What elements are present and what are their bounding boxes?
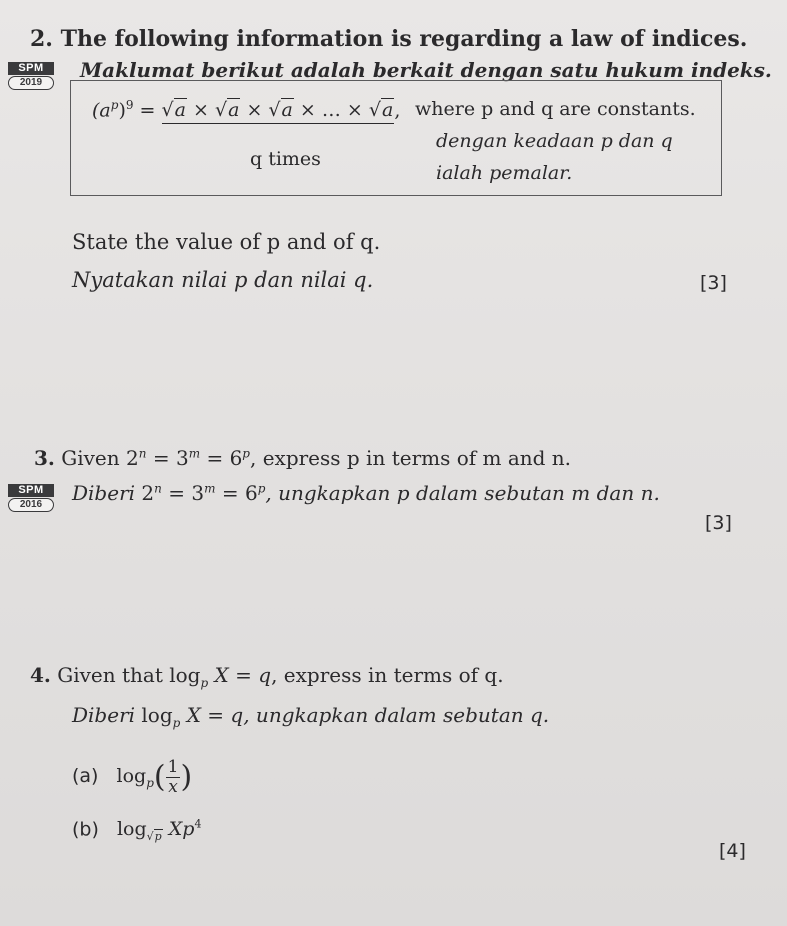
q4-log: log xyxy=(169,663,201,687)
q2-badge-year: 2019 xyxy=(8,76,54,90)
q2-task-my: Nyatakan nilai p dan nilai q. xyxy=(72,268,374,292)
q2-badge-label: SPM xyxy=(8,62,54,75)
ellipsis: … xyxy=(321,99,341,122)
q2-task-en: State the value of p and of q. xyxy=(72,230,381,254)
times-4: × xyxy=(346,99,363,122)
q3-spm-badge xyxy=(8,484,54,512)
q3-eq1: = xyxy=(152,446,170,470)
q2-number: 2. xyxy=(30,26,53,52)
q2-statement-my: Maklumat berikut adalah berkait dengan satu hukum indeks. xyxy=(80,58,772,82)
times-3: × xyxy=(299,99,316,122)
q4-b-sub-p: p xyxy=(154,830,162,844)
q4-my-eq-q: = q xyxy=(207,703,244,727)
q3-statement-en xyxy=(34,446,571,470)
q4-express-en: , express in terms of q. xyxy=(271,663,504,687)
q3-base3: 3 xyxy=(175,446,189,470)
q3-number: 3. xyxy=(34,446,55,470)
q3-my-base6: 6 xyxy=(244,481,258,505)
q4-b-expr: $\log_{√p} Xp^4$ xyxy=(116,818,202,844)
q4-my-sub-p: p xyxy=(172,716,181,730)
q4-a-label: (a) xyxy=(72,765,99,788)
q2-equation xyxy=(92,98,400,121)
q3-base2: 2 xyxy=(126,446,139,470)
eq-equals: = xyxy=(139,99,156,122)
times-1: × xyxy=(193,99,209,122)
q4-statement-my xyxy=(72,703,549,730)
q4-part-b xyxy=(72,818,201,843)
eq-close: ) xyxy=(118,99,126,122)
q3-my-eq2: = xyxy=(221,481,239,505)
q4-a-expr: $\log_p$( $\frac{1}{x}$ ) xyxy=(116,757,193,797)
q4-express-my: , ungkapkan dalam sebutan q. xyxy=(243,703,550,727)
eq-product: √a × √a × √a × … × √a xyxy=(162,99,395,124)
q3-exp-n: n xyxy=(138,446,147,461)
q3-badge-year: 2016 xyxy=(8,498,54,512)
q3-given-my: Diberi xyxy=(72,481,136,505)
q3-express-en: , express p in terms of m and n. xyxy=(249,446,572,470)
q4-a-den: x xyxy=(168,776,178,797)
q4-b-exp: 4 xyxy=(194,818,202,831)
q3-my-exp-m: m xyxy=(204,481,216,496)
q3-my-base3: 3 xyxy=(191,481,205,505)
q4-my-X: X xyxy=(186,703,201,727)
q4-a-sub-p: p xyxy=(146,775,154,790)
q3-exp-p: p xyxy=(242,446,250,461)
q4-statement-en xyxy=(30,663,504,690)
q3-badge-label: SPM xyxy=(8,484,54,497)
q4-a-fraction xyxy=(166,758,181,796)
q2-where-my-2: ialah pemalar. xyxy=(436,162,573,184)
q4-b-body: Xp xyxy=(168,818,195,841)
q4-my-log: log xyxy=(141,703,173,727)
q2-q-times-label: q times xyxy=(250,148,321,170)
q3-marks: [3] xyxy=(705,512,732,534)
q4-sub-p: p xyxy=(200,676,209,690)
eq-exp-9: 9 xyxy=(125,98,134,112)
q4-part-a xyxy=(72,758,192,796)
q4-number: 4. xyxy=(30,663,51,687)
q3-my-base2: 2 xyxy=(141,481,155,505)
q3-base6: 6 xyxy=(229,446,243,470)
q4-log-expr-my xyxy=(141,703,244,730)
q3-my-exp-n: n xyxy=(154,481,162,496)
q4-X: X xyxy=(214,663,229,687)
q2-where-en: where p and q are constants. xyxy=(415,98,696,120)
q3-equation-my xyxy=(141,481,265,505)
q3-given-en: Given xyxy=(61,446,120,470)
q4-eq-q: = q xyxy=(235,663,272,687)
sqrt-a-2: a xyxy=(228,99,240,122)
q3-my-exp-p: p xyxy=(257,481,266,496)
q4-a-log: log xyxy=(116,765,147,788)
times-2: × xyxy=(246,99,263,122)
eq-exp-p: p xyxy=(110,98,119,112)
q2-spm-badge xyxy=(8,62,54,90)
eq-comma: , xyxy=(394,99,401,122)
sqrt-a-4: a xyxy=(382,99,394,122)
sqrt-a-3: a xyxy=(281,99,293,122)
q4-b-label: (b) xyxy=(72,818,99,841)
q4-given-en: Given that xyxy=(57,663,163,687)
eq-lhs: (a xyxy=(92,99,111,122)
sqrt-a-1: a xyxy=(174,99,186,122)
q4-marks: [4] xyxy=(719,840,746,862)
q4-b-log: log xyxy=(116,818,147,841)
q3-exp-m: m xyxy=(188,446,201,461)
q3-statement-my xyxy=(72,481,660,505)
q4-given-my: Diberi xyxy=(72,703,136,727)
q2-text-en: The following information is regarding a law of indices. xyxy=(60,26,748,52)
q3-equation-en xyxy=(126,446,250,470)
q3-express-my: , ungkapkan p dalam sebutan m dan n. xyxy=(265,481,660,505)
q3-eq2: = xyxy=(206,446,224,470)
q2-where-my-1: dengan keadaan p dan q xyxy=(436,130,673,152)
q4-log-expr-en xyxy=(169,663,272,690)
q2-marks: [3] xyxy=(700,272,727,294)
q4-a-num: 1 xyxy=(167,757,179,777)
q2-statement-en xyxy=(30,26,747,52)
q3-my-eq1: = xyxy=(168,481,185,505)
